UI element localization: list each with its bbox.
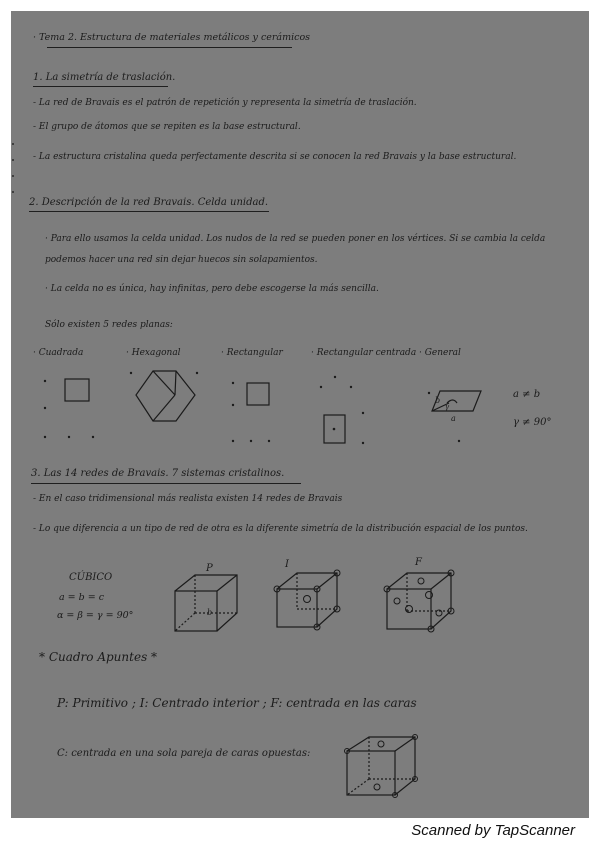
notebook-page xyxy=(11,11,589,818)
cube-label-p: P xyxy=(206,563,213,574)
section-3-bullet-1: - En el caso tridimensional más realista existen 14 redes de Bravais xyxy=(33,494,343,504)
section-1-bullet-3: - La estructura cristalina queda perfectamente descrita si se conocen la red Bravais y la base estructural. xyxy=(33,152,517,162)
section-3-bullet-2: - Lo que diferencia a un tipo de red de otra es la diferente simetría de la distribución espacial de los puntos. xyxy=(33,524,528,534)
cubic-line-1: a = b = c xyxy=(59,592,105,603)
cubic-cells-drawing xyxy=(11,551,589,641)
cell-type-legend: P: Primitivo ; I: Centrado interior ; F: centrada en las caras xyxy=(57,696,417,710)
page-title: · Tema 2. Estructura de materiales metálicos y cerámicos xyxy=(33,32,311,43)
c-type-description: C: centrada en una sola pareja de caras opuestas: xyxy=(57,748,311,759)
margin-mark xyxy=(12,159,14,161)
lattice-label-centered-rectangular: · Rectangular centrada xyxy=(311,348,417,358)
cube-p-center-mark: b xyxy=(207,608,213,617)
general-note-line-1: a ≠ b xyxy=(513,389,541,400)
cube-label-f: F xyxy=(415,557,422,568)
general-vector-gamma: γ xyxy=(445,403,450,411)
section-2-paragraph-line-1: · Para ello usamos la celda unidad. Los nudos de la red se pueden poner en los vértices. Si se cambia la celda xyxy=(45,234,546,244)
cube-label-i: I xyxy=(285,559,289,570)
section-1-bullet-2: - El grupo de átomos que se repiten es la base estructural. xyxy=(33,122,301,132)
cubic-title: CÚBICO xyxy=(69,572,113,583)
section-2-intro: Sólo existen 5 redes planas: xyxy=(45,320,173,330)
scanner-footer xyxy=(0,822,599,842)
title-underline xyxy=(47,47,292,48)
lattice-label-rectangular: · Rectangular xyxy=(221,348,283,358)
section-1-underline xyxy=(33,86,168,87)
general-vector-b: b xyxy=(435,396,441,405)
section-3-heading: 3. Las 14 redes de Bravais. 7 sistemas cristalinos. xyxy=(31,468,285,479)
cubic-line-2: α = β = γ = 90° xyxy=(57,610,134,621)
lattice-label-general: · General xyxy=(419,348,461,358)
section-2-heading: 2. Descripción de la red Bravais. Celda unidad. xyxy=(29,197,269,208)
section-2-underline xyxy=(29,211,269,212)
section-3-underline xyxy=(31,483,301,484)
plane-lattices-drawing xyxy=(11,363,589,463)
margin-mark xyxy=(12,191,14,193)
margin-mark xyxy=(12,175,14,177)
scanner-watermark: Scanned by TapScanner xyxy=(411,822,575,839)
general-note-line-2: γ ≠ 90° xyxy=(513,417,552,428)
section-2-paragraph-line-2: podemos hacer una red sin dejar huecos sin solapamientos. xyxy=(45,255,318,265)
cuadro-apuntes-note: * Cuadro Apuntes * xyxy=(39,650,158,664)
general-vector-a: a xyxy=(451,414,456,423)
lattice-label-hexagonal: · Hexagonal xyxy=(126,348,181,358)
section-1-heading: 1. La simetría de traslación. xyxy=(33,72,176,83)
lattice-label-square: · Cuadrada xyxy=(33,348,84,358)
section-2-paragraph-2: · La celda no es única, hay infinitas, pero debe escogerse la más sencilla. xyxy=(45,284,379,294)
c-centered-cube-drawing xyxy=(337,729,437,809)
margin-mark xyxy=(12,143,14,145)
section-1-bullet-1: - La red de Bravais es el patrón de repetición y representa la simetría de traslación. xyxy=(33,98,417,108)
